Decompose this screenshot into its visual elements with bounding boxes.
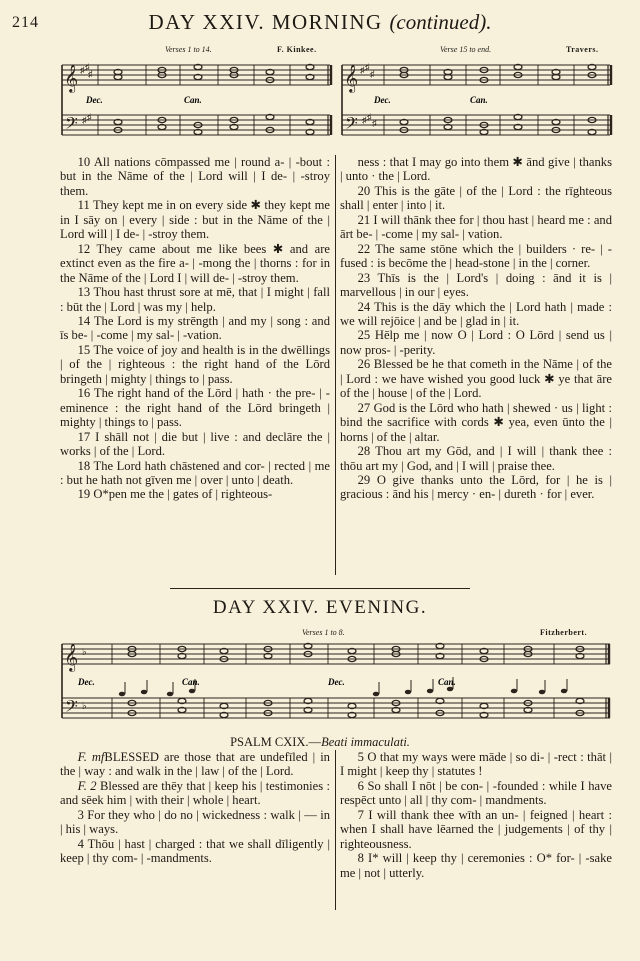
evening-composer: Fitzherbert. [540,628,588,637]
svg-text:♭: ♭ [82,647,87,658]
verse: 18 The Lord hath chāstened and cor- | rected | me : but he hath not gīven me | over | unto | death. [60,458,330,487]
svg-text:♯: ♯ [372,118,377,128]
svg-text:♯: ♯ [360,65,365,75]
left-chant-composer: F. Kinkee. [277,45,317,54]
verse: 8 I* will | keep thy | ceremonies : O* for- | -sake me | not | utterly. [340,851,612,880]
svg-text:♯: ♯ [367,112,372,122]
section-rule [170,588,470,589]
svg-text:𝄢: 𝄢 [65,115,78,137]
verse: 12 They came about me like bees ✱ and are extinct even as the fire a- | -mong the | thorns : for in the Nāme of the | Lord I | will de- | -stroy them. [60,241,330,285]
verse: 6 So shall I nōt | be con- | -founded : while I have respēct unto | all | thy com- | mandments. [340,778,612,808]
right-chant-score [338,55,614,147]
left-chant-dec: Dec. [86,95,103,105]
verse: 14 The Lord is my strēngth | and my | song : and īs be- | -come | my sal- | -vation. [60,313,330,343]
svg-text:♯: ♯ [82,115,87,125]
psalm-latin: Beati immaculati. [321,735,410,749]
running-head-title: DAY XXIV. MORNING [148,10,383,34]
svg-text:𝄢: 𝄢 [65,698,78,720]
verse: 22 The same stōne which the | builders · re- | -fused : is becōme the | head-stone | in the | corner. [340,241,612,271]
svg-text:♭: ♭ [82,701,87,712]
running-head [0,10,640,35]
svg-text:♯: ♯ [365,62,370,72]
verse: F. mfBLESSED are those that are undefīled | in the | way : and walk in the | law | of the | Lord. [60,750,330,779]
evening-left-column [60,750,330,866]
morning-left-column [60,155,330,502]
verse: 16 The right hand of the Lōrd | hath · the pre- | -eminence : the right hand of the Lōrd bringeth | mighty | things to | pass. [60,386,330,430]
evening-right-column [340,750,612,880]
svg-text:𝄞: 𝄞 [344,66,359,92]
evening-dec-1: Dec. [78,677,95,687]
svg-text:𝄢: 𝄢 [345,115,358,137]
dynamic-mark: F. mf [77,750,105,764]
svg-text:𝄞: 𝄞 [64,645,79,671]
verse: 11 They kept me in on every side ✱ they kept me in I sāy on | every | side : but in the Nāme of the | Lord will | I de- | -stroy them. [60,198,330,242]
verse: 15 The voice of joy and health is in the dwēllings | of the | righteous : the right hand of the Lōrd bringeth | mighty | things to | pass. [60,342,330,386]
running-head-suffix: (continued). [389,10,492,34]
column-divider [335,155,336,575]
verse: 27 God is the Lōrd who hath | shewed · us | light : bind the sacrifice with cords ✱ yea, even ūnto the | horns | of the | altar. [340,400,612,444]
verse: 25 Hēlp me | now O | Lord : O Lōrd | send us | now pros- | -perity. [340,328,612,357]
evening-column-divider [335,750,336,910]
verse: 20 This is the gāte | of the | Lord : the rīghteous shall | enter | into | it. [340,183,612,213]
evening-can-2: Can. [438,677,456,687]
right-chant-can: Can. [470,95,488,105]
dynamic-mark: F. 2 [77,778,97,793]
svg-text:♯: ♯ [80,65,85,75]
verse: 24 This is the dāy which the | Lord hath | made : we will rejōice | and be | glad in | it. [340,299,612,328]
verse: 13 Thou hast thrust sore at mē, that | I might | fall : būt the | Lord | was my | help. [60,285,330,314]
verse: 7 I will thank thee wīth an un- | feigned | heart : when I shall have lēarned the | judgements | of thy | righteousness. [340,807,612,851]
svg-text:♯: ♯ [88,69,93,79]
verse: 4 Thōu | hast | charged : that we shall dīligently | keep | thy com- | -mandments. [60,836,330,866]
verse: 26 Blessed be he that cometh in the Nāme | of the | Lord : we have wished you good luck ✱ ye that āre of the | house | of the | Lord. [340,357,612,401]
verse: 17 I shāll not | die but | live : and declāre the | works | of the | Lord. [60,429,330,459]
left-chant-score [58,55,334,147]
evening-dec-2: Dec. [328,677,345,687]
verse: 28 Thou art my Gōd, and | I will | thank thee : thōu art my | God, and | I will | praise thee. [340,444,612,473]
psalm-number: PSALM CXIX.— [230,735,322,749]
svg-text:♯: ♯ [362,115,367,125]
verse: 10 All nations cōmpassed me | round a- | -bout : but in the Nāme of the | Lord will | I de- | -stroy them. [60,155,330,198]
verse: 29 O give thanks unto the Lōrd, for | he is | gracious : ānd his | mercy · en- | dureth · for | ever. [340,472,612,502]
right-chant-dec: Dec. [374,95,391,105]
evening-can-1: Can. [182,677,200,687]
evening-verses: Verses 1 to 8. [302,628,345,637]
svg-text:𝄞: 𝄞 [64,66,79,92]
svg-text:♯: ♯ [85,62,90,72]
verse: 5 O that my ways were māde | so di- | -rect : thāt | I might | keep thy | statutes ! [340,750,612,779]
evening-chant-score [58,636,614,732]
right-chant-composer: Travers. [566,45,599,54]
evening-title: DAY XXIV. EVENING. [212,597,428,618]
right-chant-verses: Verse 15 to end. [440,45,492,54]
verse: 3 For they who | do no | wickedness : walk | — in | his | ways. [60,807,330,837]
left-chant-can: Can. [184,95,202,105]
svg-text:♯: ♯ [87,112,92,122]
verse: 21 I will thānk thee for | thou hast | heard me : and ārt be- | -come | my sal- | vation. [340,212,612,242]
left-chant-verses: Verses 1 to 14. [165,45,212,54]
verse: 23 Thīs is the | Lord's | doing : ānd it is | marvellous | in our | eyes. [340,270,612,300]
morning-right-column [340,155,612,502]
verse: F. 2 Blessed are thēy that | keep his | testimonies : and sēek him | with their | whole | heart. [60,778,330,808]
verse: ness : that I may go into them ✱ ānd give | thanks | unto · the | Lord. [340,155,612,184]
page-number: 214 [12,14,39,31]
psalm-heading [0,735,640,750]
verse: 19 O*pen me the | gates of | righteous- [77,487,273,502]
svg-text:♯: ♯ [370,69,375,79]
